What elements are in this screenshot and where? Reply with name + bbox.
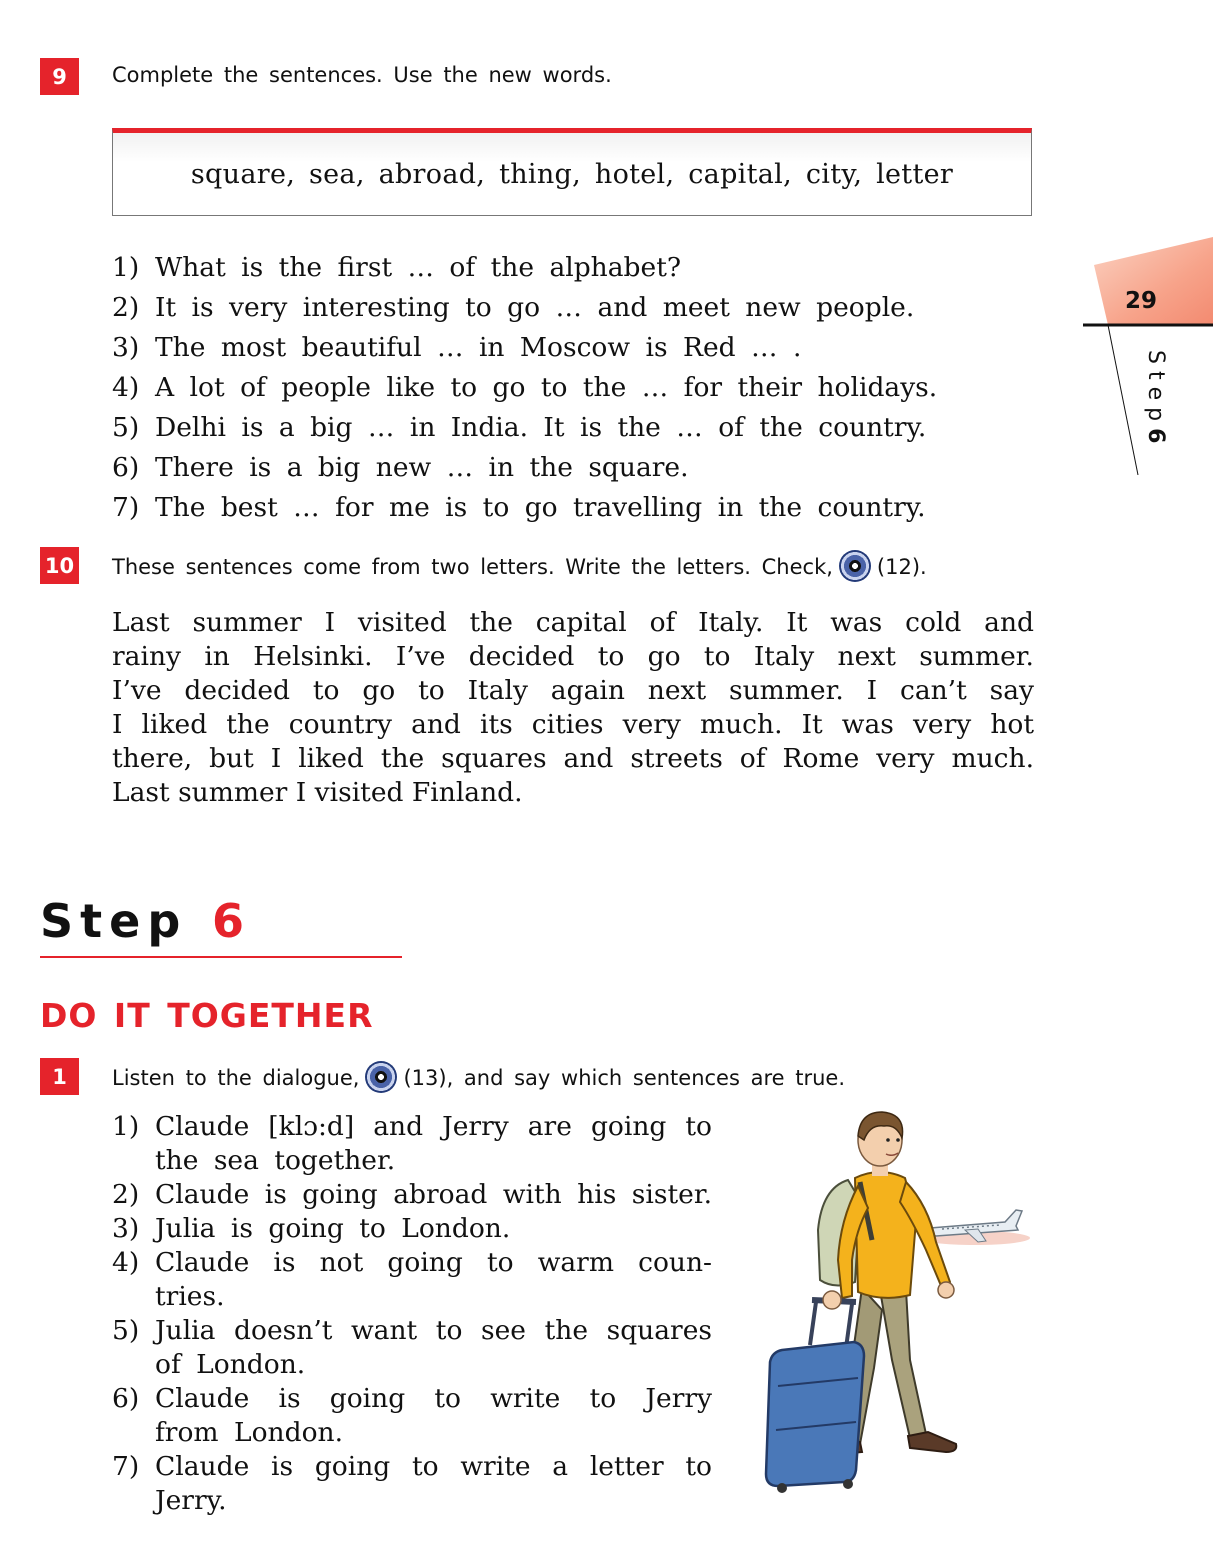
list-item: 2) Claude is going abroad with his sister. xyxy=(112,1179,712,1210)
traveller-illustration xyxy=(760,1110,1040,1500)
page-number: 29 xyxy=(1125,288,1158,314)
exercise-10-instruction: These sentences come from two letters. Write the letters. Check, (12). xyxy=(112,552,927,584)
word-box xyxy=(112,128,1032,216)
exercise-1-list xyxy=(112,1110,712,1518)
audio-cd-icon[interactable] xyxy=(839,550,871,582)
step-heading-number: 6 xyxy=(212,894,245,948)
paragraph-line: Last summer I visited the capital of Italy. It was cold and xyxy=(112,607,1034,638)
list-item: 4) Claude is not going to warm coun- tries. xyxy=(112,1247,712,1312)
exercise-9-instruction: Complete the sentences. Use the new words. xyxy=(112,63,612,87)
paragraph-line: there, but I liked the squares and streets of Rome very much. xyxy=(112,743,1034,774)
list-item: 6) Claude is going to write to Jerry from London. xyxy=(112,1383,712,1448)
paragraph-line: I’ve decided to go to Italy again next summer. I can’t say xyxy=(112,675,1034,706)
list-item: 1) Claude [klɔ:d] and Jerry are going to the sea together. xyxy=(112,1111,712,1176)
word-box-words: square, sea, abroad, thing, hotel, capital, city, letter xyxy=(190,158,954,190)
step-divider xyxy=(40,956,402,958)
step-heading-word: Step xyxy=(40,894,188,948)
exercise-1-instruction: Listen to the dialogue, (13), and say which sentences are true. xyxy=(112,1063,845,1095)
audio-cd-icon[interactable] xyxy=(365,1061,397,1093)
side-tab-label: Step6 xyxy=(1143,350,1168,444)
exercise-10-badge: 10 xyxy=(40,547,79,584)
paragraph-line: I liked the country and its cities very much. It was very hot xyxy=(112,709,1034,740)
exercise-9-badge: 9 xyxy=(40,58,79,95)
list-item: 3) Julia is going to London. xyxy=(112,1213,511,1244)
list-item: 7) Claude is going to write a letter to Jerry. xyxy=(112,1451,712,1516)
list-item: 5) Julia doesn’t want to see the squares of London. xyxy=(112,1315,712,1380)
section-title: DO IT TOGETHER xyxy=(40,996,374,1035)
exercise-1-badge: 1 xyxy=(40,1058,79,1095)
paragraph-line: rainy in Helsinki. I’ve decided to go to Italy next summer. xyxy=(112,641,1034,672)
paragraph-line: Last summer I visited Finland. xyxy=(112,777,523,808)
suitcase-icon xyxy=(766,1300,864,1493)
letters-paragraph xyxy=(112,606,1034,810)
